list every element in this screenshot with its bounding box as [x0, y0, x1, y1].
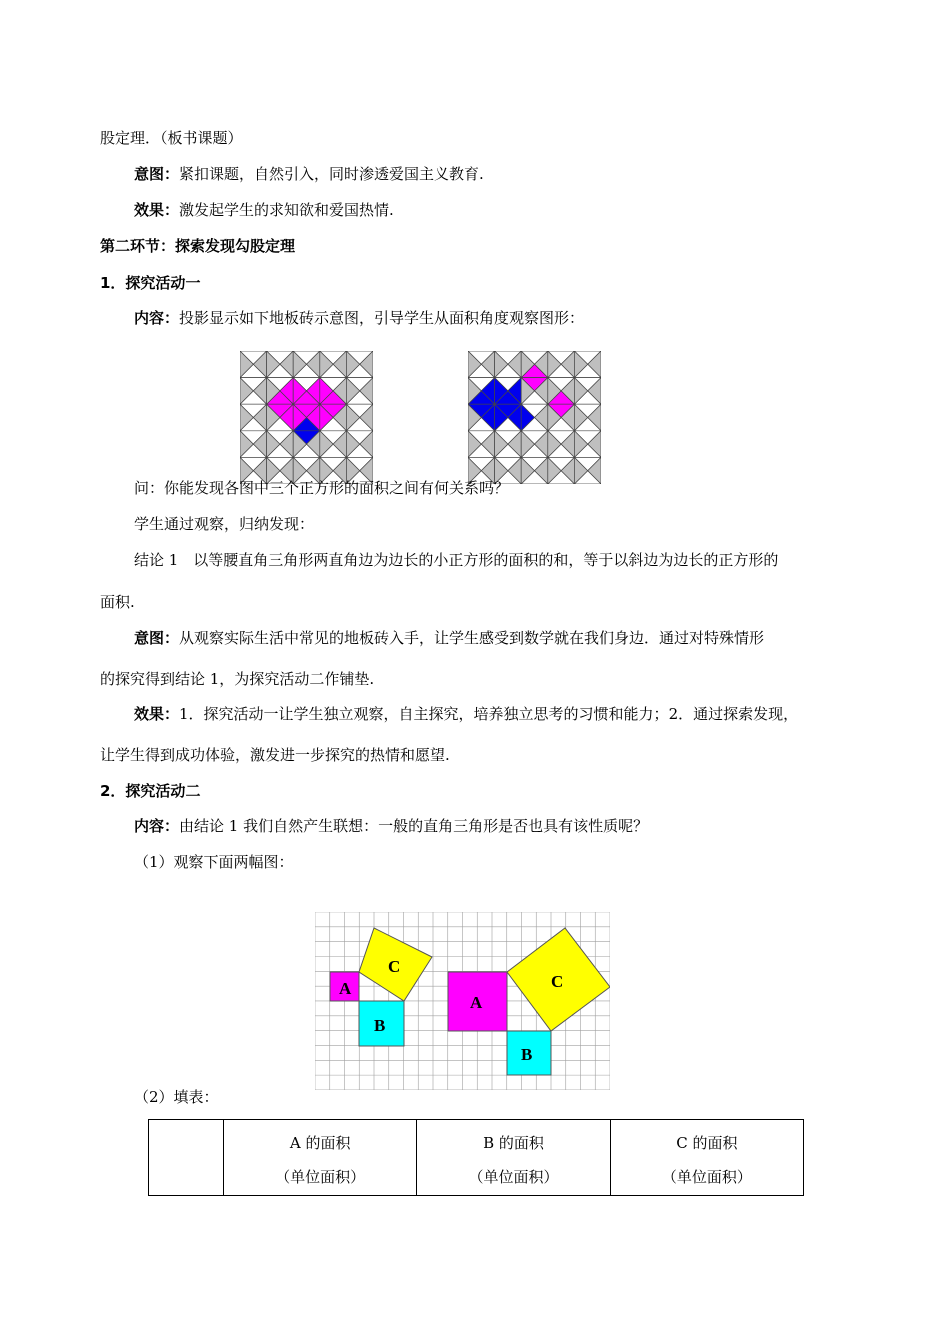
section-heading: 第二环节：探索发现勾股定理 [100, 237, 296, 255]
effect-line [134, 200, 394, 220]
effect2-label: 效果： [134, 705, 180, 723]
effect2-text: 1．探究活动一让学生独立观察，自主探究，培养独立思考的习惯和能力；2．通过探索发现， [179, 705, 799, 723]
fill-table-line: （2）填表： [134, 1088, 219, 1106]
unit-b: （单位面积） [468, 1168, 559, 1186]
table-cell-a [224, 1120, 417, 1196]
content2-label: 内容： [134, 817, 180, 835]
effect2-line-cont: 让学生得到成功体验，激发进一步探究的热情和愿望. [100, 746, 450, 764]
intent-text: 紧扣课题，自然引入，同时渗透爱国主义教育. [179, 165, 484, 183]
header-a: A 的面积 [289, 1134, 351, 1152]
pythagoras-grid-figure [315, 912, 610, 1090]
area-table [148, 1119, 804, 1196]
intent-label: 意图： [134, 165, 180, 183]
label-b-large: B [521, 1045, 533, 1064]
unit-a: （单位面积） [275, 1168, 366, 1186]
content2-text: 由结论 1 我们自然产生联想：一般的直角三角形是否也具有该性质呢？ [179, 817, 649, 835]
label-c-large: C [551, 972, 564, 991]
activity2-heading: 2．探究活动二 [100, 782, 201, 800]
unit-c: （单位面积） [661, 1168, 752, 1186]
label-a-large: A [470, 993, 483, 1012]
conclusion-line: 结论 1 以等腰直角三角形两直角边为边长的小正方形的面积的和，等于以斜边为边长的正方形的 [134, 551, 779, 569]
label-a-small: A [339, 979, 352, 998]
tile-figure-1 [240, 351, 373, 484]
tile-figure-2 [468, 351, 601, 484]
table-cell-b [417, 1120, 610, 1196]
activity-heading: 1．探究活动一 [100, 274, 201, 292]
content2-line [134, 816, 648, 836]
table-cell-c [610, 1120, 803, 1196]
observation-line: 学生通过观察，归纳发现： [134, 515, 315, 533]
header-c: C 的面积 [676, 1134, 738, 1152]
label-b-small: B [374, 1016, 386, 1035]
content-line [134, 308, 584, 328]
content-label: 内容： [134, 309, 180, 327]
table-cell-empty [149, 1120, 224, 1196]
intent2-label: 意图： [134, 629, 180, 647]
text-line: 股定理．（板书课题） [100, 129, 243, 147]
label-c-small: C [388, 957, 401, 976]
effect2-line [134, 704, 798, 724]
intent-line [134, 164, 484, 184]
effect-label: 效果： [134, 201, 180, 219]
conclusion-line-cont: 面积. [100, 593, 135, 611]
content-text: 投影显示如下地板砖示意图，引导学生从面积角度观察图形： [179, 309, 585, 327]
intent2-text: 从观察实际生活中常见的地板砖入手，让学生感受到数学就在我们身边．通过对特殊情形 [179, 629, 765, 647]
header-b: B 的面积 [483, 1134, 544, 1152]
table-row [149, 1120, 804, 1196]
intent2-line-cont: 的探究得到结论 1，为探究活动二作铺垫. [100, 670, 375, 688]
effect-text: 激发起学生的求知欲和爱国热情. [179, 201, 394, 219]
question-line: 问：你能发现各图中三个正方形的面积之间有何关系吗？ [134, 479, 510, 497]
observe-line: （1）观察下面两幅图： [134, 853, 294, 871]
intent2-line [134, 628, 764, 648]
